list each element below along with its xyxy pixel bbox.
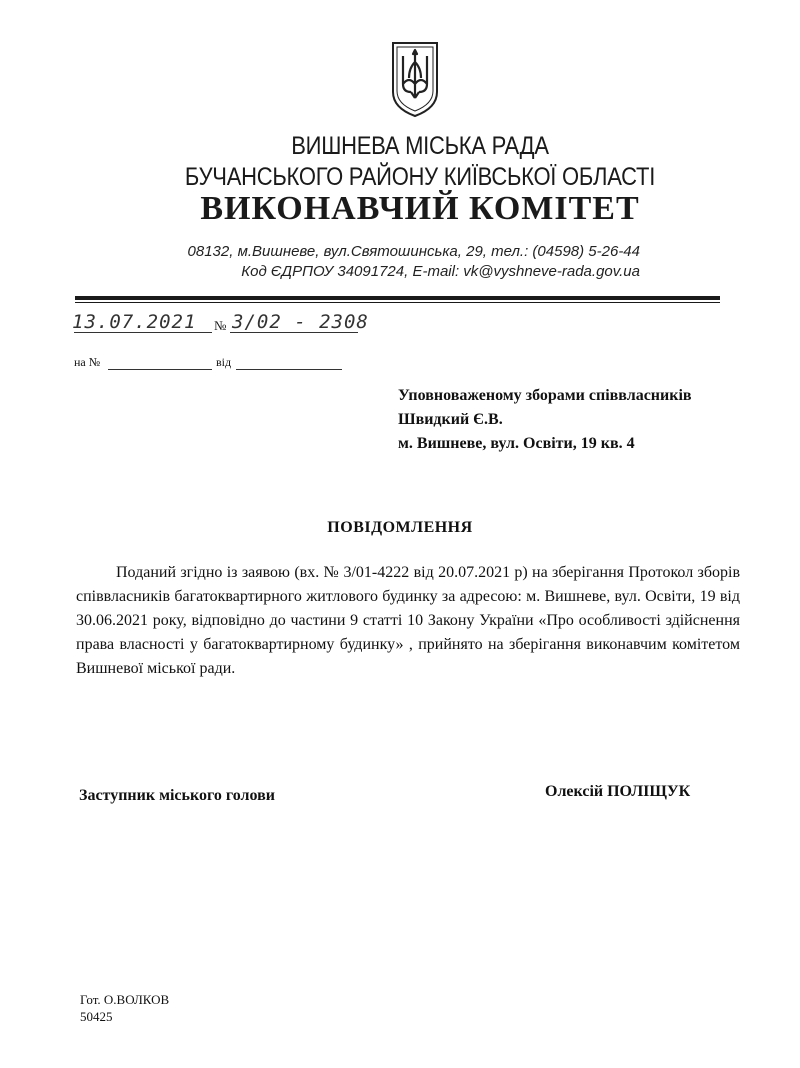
prepared-by-phone: 50425	[80, 1009, 113, 1024]
header-divider-thin	[75, 302, 720, 303]
document-title: ПОВІДОМЛЕННЯ	[327, 519, 473, 536]
signatory-position: Заступник міського голови	[79, 787, 275, 804]
reference-number-blank	[108, 356, 212, 370]
address-line: 08132, м.Вишневе, вул.Святошинська, 29, тел.: (04598) 5-26-44	[187, 243, 640, 260]
committee-name: ВИКОНАВЧИЙ КОМІТЕТ	[200, 190, 640, 227]
signatory-name: Олексій ПОЛІЩУК	[545, 783, 691, 800]
body-paragraph: Поданий згідно із заявою (вх. № 3/01-4222 від 20.07.2021 р) на зберігання Протокол зборів співвласників багатоквартирного житлового будинку за адресою: м. Вишневе, вул. Освіти, 19 від 30.06.2021 року, відповідно до частини 9 статті 10 Закону України «Про особливості здійснення права власності у багатоквартирному будинку» , прийнято на зберігання виконавчим комітетом Вишневої міської ради.	[76, 564, 740, 677]
district-name: БУЧАНСЬКОГО РАЙОНУ КИЇВСЬКОЇ ОБЛАСТІ	[184, 163, 656, 191]
outgoing-number-handwritten: 3/02 - 2308	[232, 311, 369, 333]
reference-date-label: від	[216, 355, 232, 369]
prepared-by: Гот. О.ВОЛКОВ	[80, 992, 170, 1007]
reference-number-label: на №	[74, 355, 101, 369]
outgoing-date-handwritten: 13.07.2021	[72, 311, 197, 333]
number-sign: №	[214, 318, 227, 333]
recipient-line-1: Уповноваженому зборами співвласників	[398, 387, 692, 404]
body-text	[76, 561, 740, 681]
recipient-line-3: м. Вишневе, вул. Освіти, 19 кв. 4	[398, 435, 635, 452]
recipient-line-2: Швидкий Є.В.	[398, 411, 503, 428]
reference-date-blank	[236, 356, 342, 370]
code-email-line: Код ЄДРПОУ 34091724, E-mail: vk@vyshneve-rada.gov.ua	[241, 263, 640, 280]
council-name: ВИШНЕВА МІСЬКА РАДА	[291, 132, 549, 160]
header-divider-thick	[75, 296, 720, 300]
trident-coat-of-arms-icon	[389, 40, 441, 118]
